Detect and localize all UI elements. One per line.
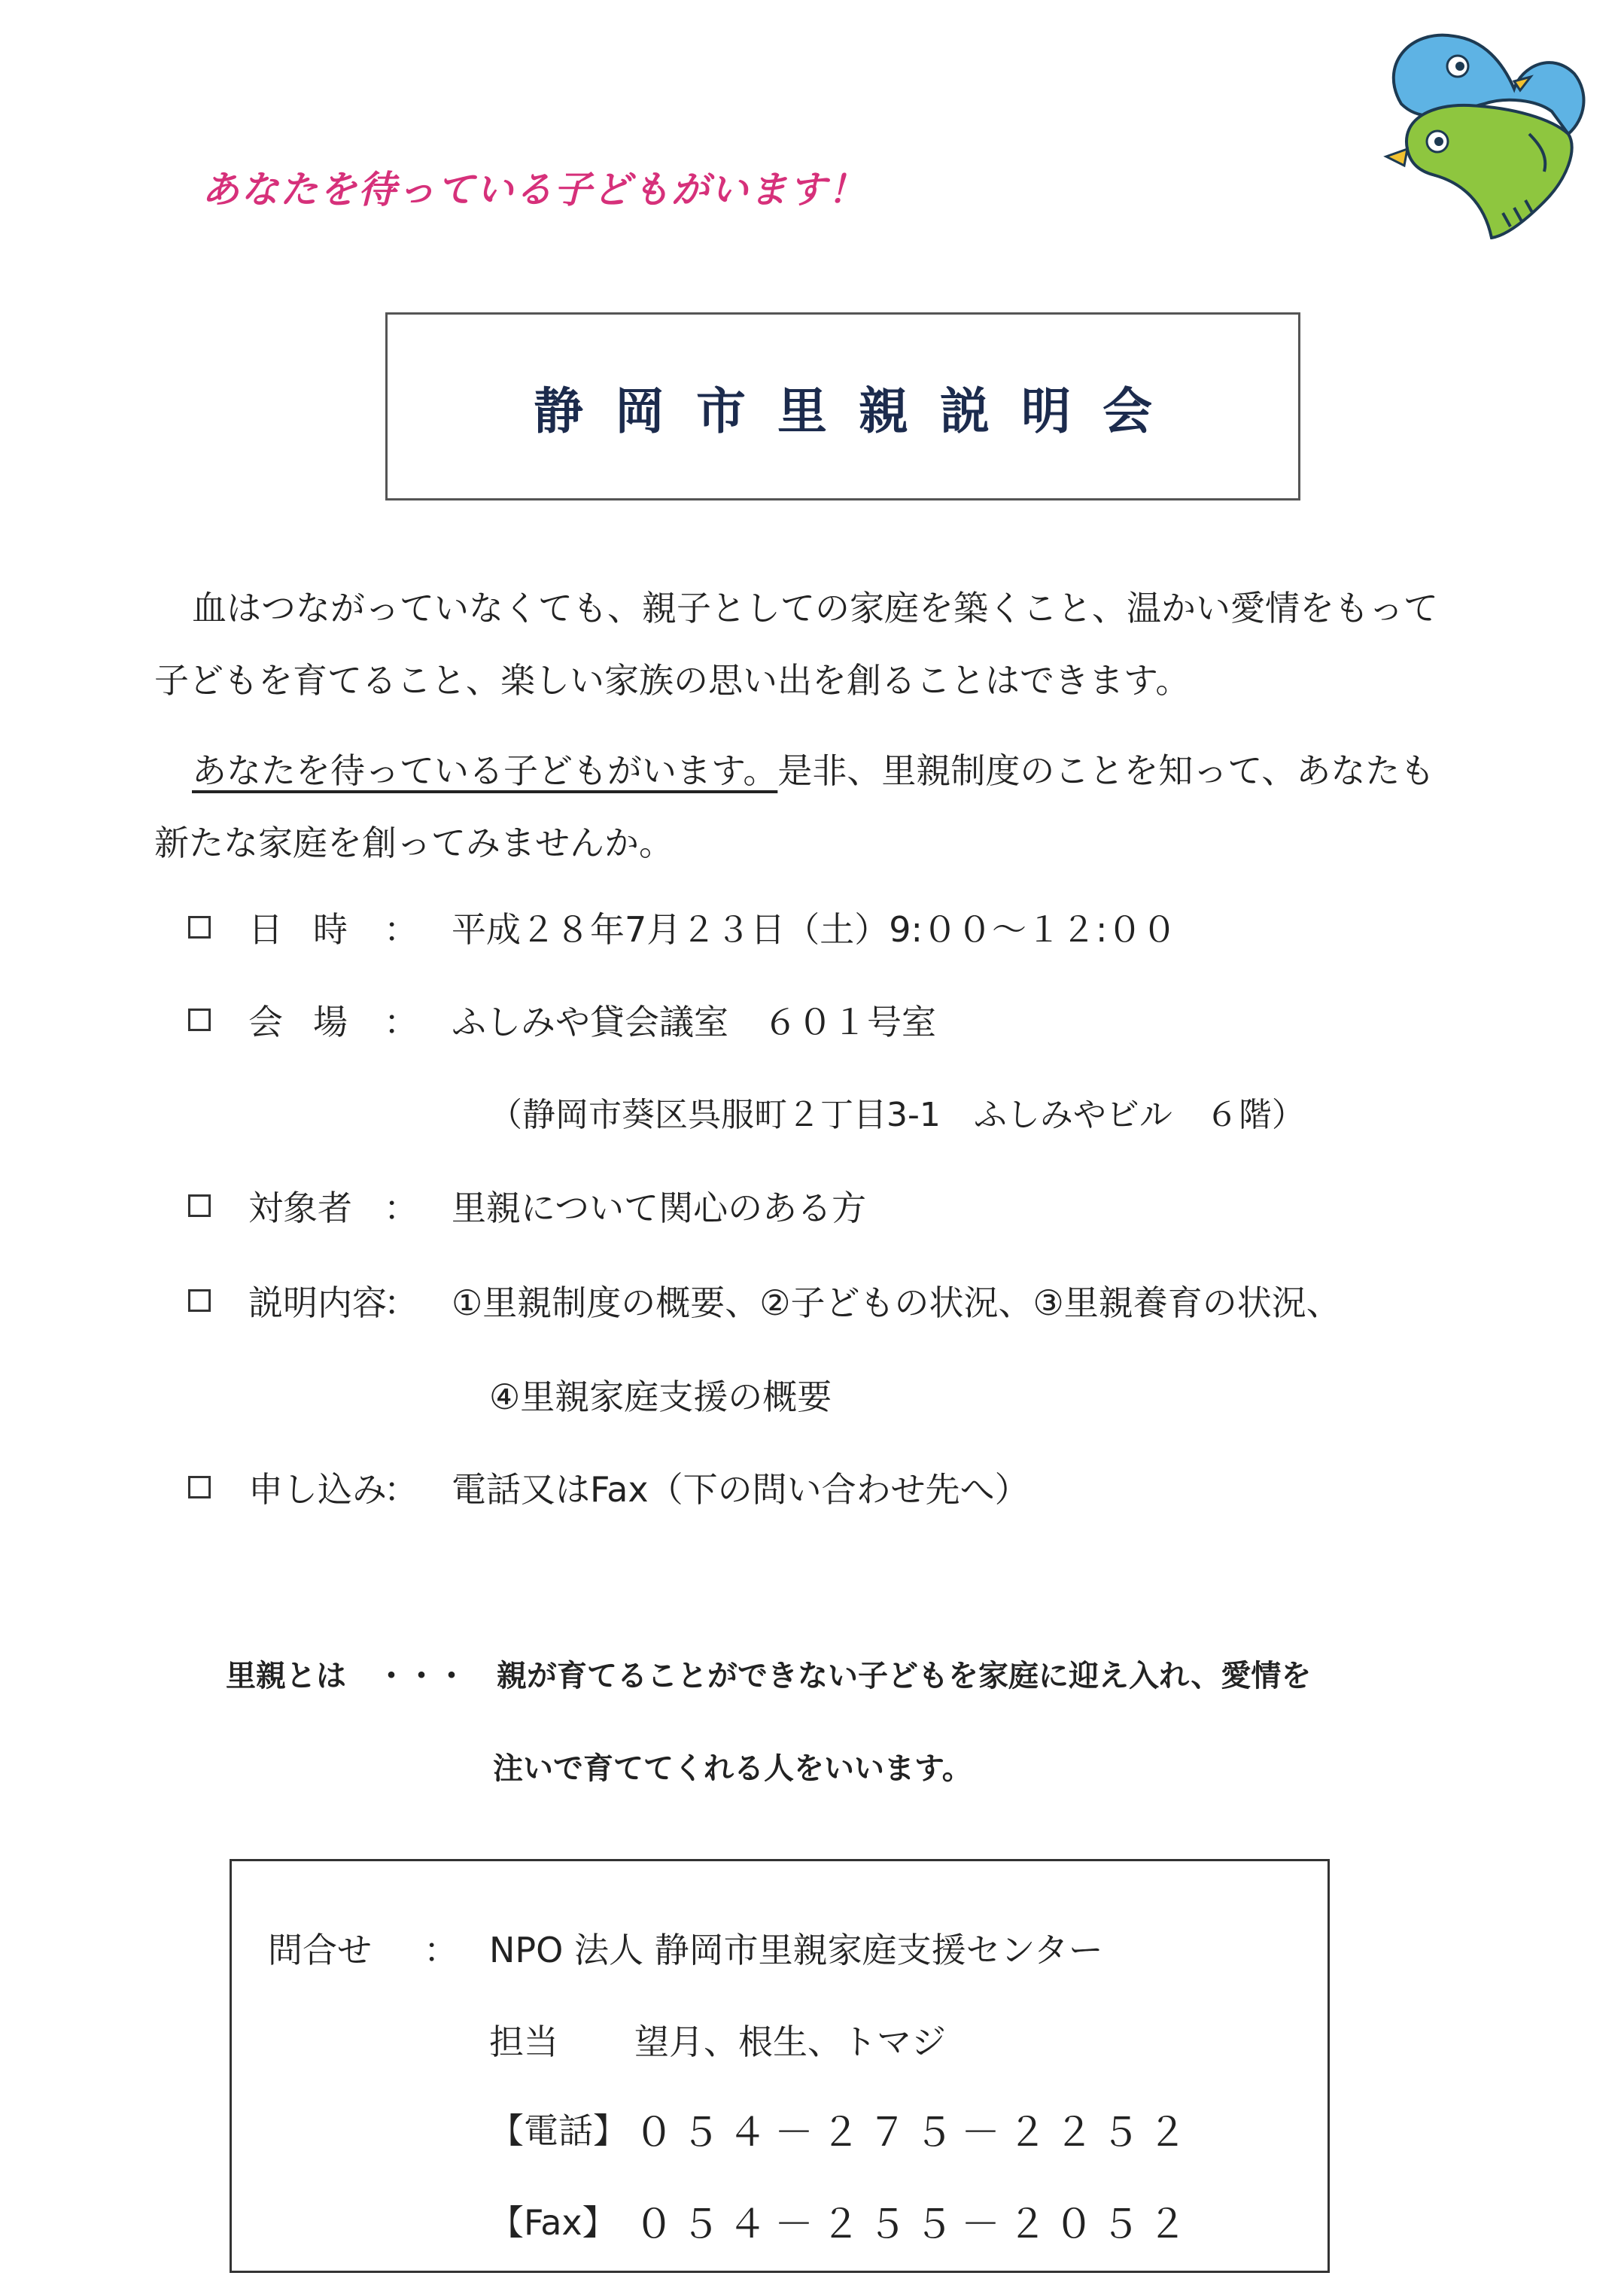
detail-value: ふしみや貸会議室 ６０１号室 [452,1002,936,1042]
checkbox-square-icon [188,1009,211,1031]
page-title: 静岡市里親説明会 [534,382,1184,440]
detail-row-target [188,1176,866,1236]
intro-paragraph-1 [154,572,1509,716]
detail-label: 対象者 [248,1188,352,1228]
contact-fax: ０５４－２５５－２０５２ [634,2202,1195,2247]
detail-row-venue [188,990,936,1050]
definition-line1: 里親とは ・・・ 親が育てることができない子どもを家庭に迎え入れ、愛情を [226,1659,1312,1693]
detail-row-datetime [188,897,1177,957]
title-box [385,312,1300,500]
detail-value: 平成２８年7月２３日（土）9:００～１２:００ [452,909,1177,950]
checkbox-square-icon [188,1476,211,1498]
detail-label: 説明内容 [248,1282,387,1323]
contact-fax-label: 【Fax】 [489,2202,617,2243]
contact-colon: ： [424,1930,458,1970]
detail-label: 申し込み [248,1469,387,1510]
tagline: あなたを待っている子どもがいます！ [202,168,867,211]
detail-label: 日時 [248,909,378,950]
intro-p2-line1 [154,735,1509,807]
two-birds-heart-logo-icon [1371,21,1589,239]
detail-value: 電話又はFax（下の問い合わせ先へ） [452,1469,1029,1510]
intro-p1-line2: 子どもを育てること、楽しい家族の思い出を創ることはできます。 [154,660,1191,701]
detail-colon: ： [384,909,418,950]
detail-row-apply [188,1457,1029,1517]
contact-tel: ０５４－２７５－２２５２ [634,2110,1195,2156]
contact-box [230,1859,1330,2273]
checkbox-square-icon [188,916,211,939]
detail-value: 里親について関心のある方 [452,1188,867,1228]
contact-staff-label: 担当 [489,2022,558,2062]
detail-value: ①里親制度の概要、②子どもの状況、③里親養育の状況、 [452,1282,1341,1323]
intro-p1-line1: 血はつながっていなくても、親子としての家庭を築くこと、温かい愛情をもって [192,588,1438,628]
detail-colon: ： [384,1002,418,1042]
intro-paragraph-2 [154,735,1509,879]
content-line2: ④里親家庭支援の概要 [489,1377,832,1417]
contact-label: 問合せ [268,1930,372,1970]
checkbox-square-icon [188,1194,211,1217]
detail-colon: ： [384,1188,418,1228]
checkbox-square-icon [188,1289,211,1312]
intro-p2-rest: 是非、里親制度のことを知って、あなたも [777,750,1435,791]
intro-p2-underlined: あなたを待っている子どもがいます。 [192,750,778,791]
detail-colon: ： [384,1469,418,1510]
contact-org: NPO 法人 静岡市里親家庭支援センター [489,1930,1103,1970]
detail-colon: ： [384,1282,418,1323]
venue-address: （静岡市葵区呉服町２丁目3-1 ふしみやビル ６階） [489,1096,1305,1134]
contact-tel-label: 【電話】 [489,2110,628,2151]
intro-p2-line2: 新たな家庭を創ってみませんか。 [154,823,674,863]
detail-label: 会場 [248,1002,378,1042]
definition-line2: 注いで育ててくれる人をいいます。 [493,1751,972,1786]
contact-staff: 望月、根生、トマジ [634,2022,946,2062]
detail-row-content [188,1270,1341,1331]
